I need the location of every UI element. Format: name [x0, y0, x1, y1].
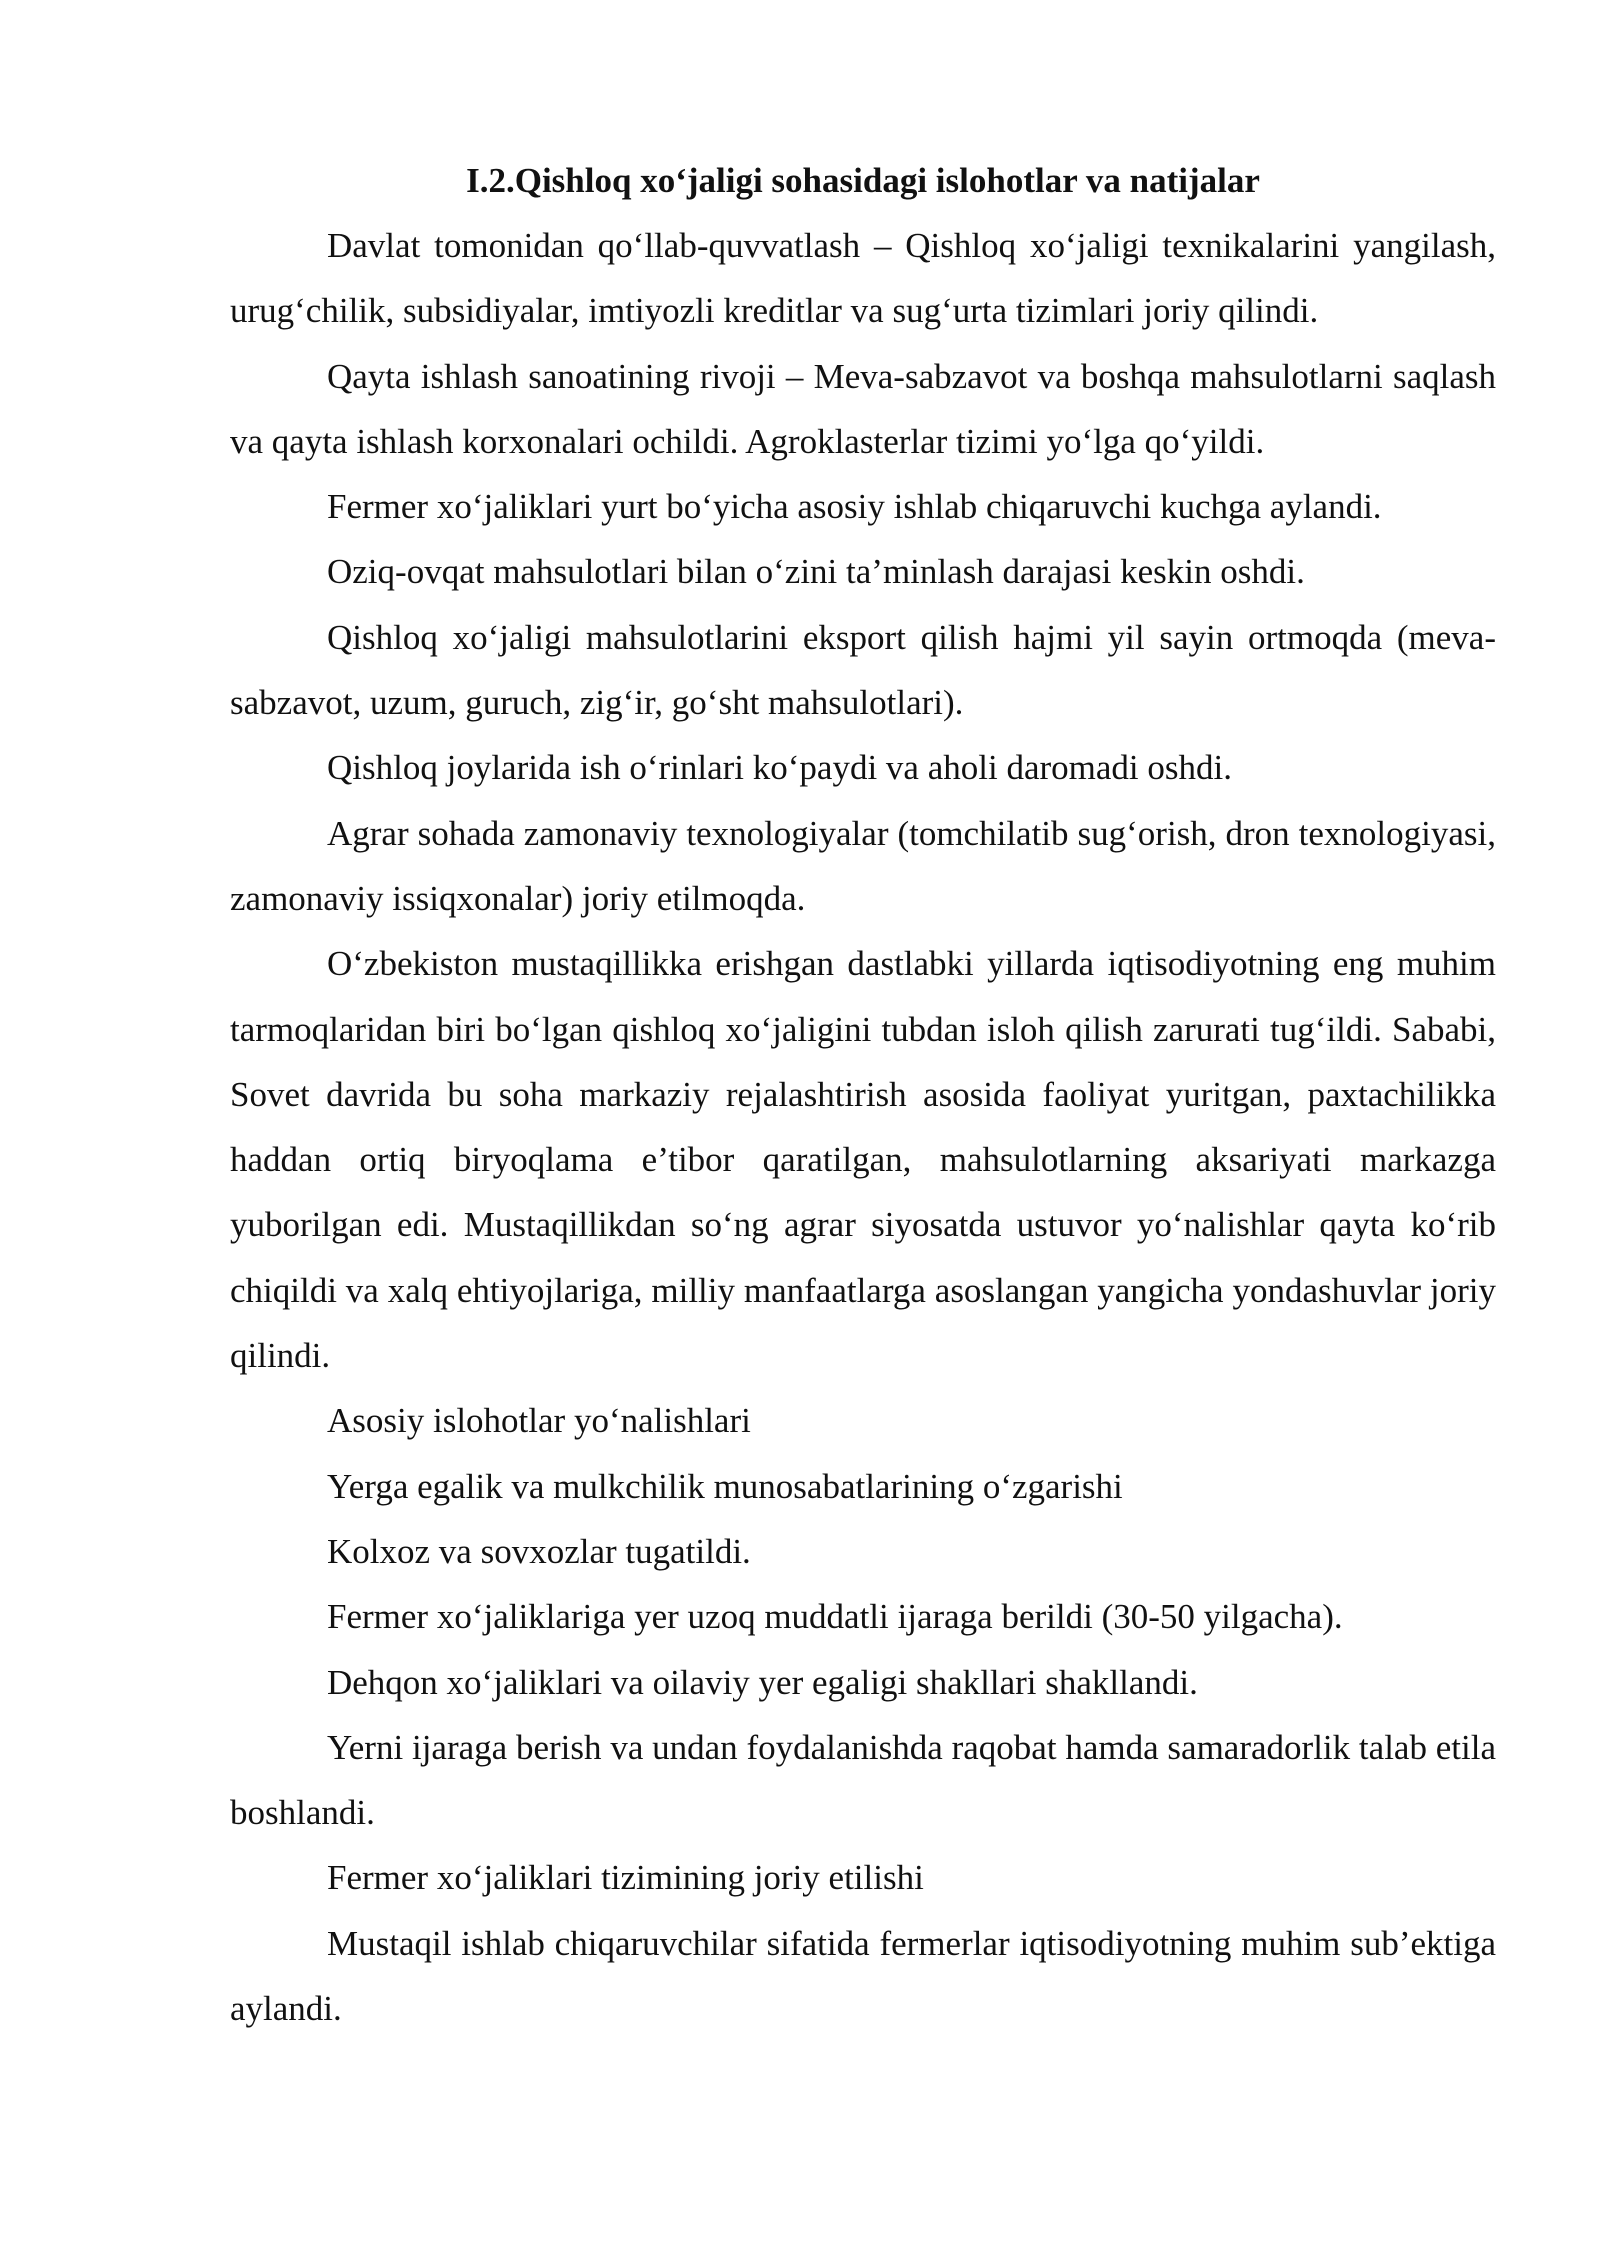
paragraph-main-directions: Asosiy islohotlar yo‘nalishlari — [327, 1401, 751, 1441]
paragraph-export-growth: Qishloq xo‘jaligi mahsulotlarini eksport qilish hajmi yil sayin ortmoqda (meva-sabzavot, uzum, guruch, zig‘ir, go‘sht mahsulotlari). — [230, 617, 1496, 723]
paragraph-modern-technologies: Agrar sohada zamonaviy texnologiyalar (tomchilatib sug‘orish, dron texnologiyasi, zamonaviy issiqxonalar) joriy etilmoqda. — [230, 813, 1496, 918]
paragraph-independence-reform: O‘zbekiston mustaqillikka erishgan dastlabki yillarda iqtisodiyotning eng muhim tarmoqlaridan biri bo‘lgan qishloq xo‘jaligini tubdan isloh qilish zarurati tug‘ildi. Sababi, Sovet davrida bu soha markaziy rejalashtirish asosida faoliyat yuritgan, paxtachilikka haddan ortiq biryoqlama e’tibor qaratilgan, mahsulotlarning aksariyati markazga yuborilgan edi. Mustaqillikdan so‘ng agrar siyosatda ustuvor yo‘nalishlar qayta ko‘rib chiqildi va xalq ehtiyojlariga, milliy manfaatlarga asoslangan yangicha yondashuvlar joriy qilindi. — [230, 944, 1496, 1376]
paragraph-food-self-sufficiency: Oziq-ovqat mahsulotlari bilan o‘zini ta’minlash darajasi keskin oshdi. — [327, 552, 1305, 592]
paragraph-rural-jobs: Qishloq joylarida ish o‘rinlari ko‘paydi va aholi daromadi oshdi. — [327, 748, 1232, 788]
paragraph-land-lease-competition: Yerni ijaraga berish va undan foydalanishda raqobat hamda samaradorlik talab etila boshlandi. — [230, 1727, 1496, 1833]
paragraph-independent-producers: Mustaqil ishlab chiqaruvchilar sifatida fermerlar iqtisodiyotning muhim sub’ektiga aylandi. — [230, 1923, 1496, 2029]
paragraph-farmers-main-force: Fermer xo‘jaliklari yurt bo‘yicha asosiy ishlab chiqaruvchi kuchga aylandi. — [327, 487, 1382, 527]
paragraph-kolkhoz-abolished: Kolxoz va sovxozlar tugatildi. — [327, 1531, 751, 1571]
paragraph-long-term-lease: Fermer xo‘jaliklariga yer uzoq muddatli ijaraga berildi (30-50 yilgacha). — [327, 1597, 1343, 1637]
paragraph-state-support: Davlat tomonidan qo‘llab-quvvatlash – Qishloq xo‘jaligi texnikalarini yangilash, urug‘chilik, subsidiyalar, imtiyozli kreditlar va sug‘urta tizimlari joriy qilindi. — [230, 226, 1496, 331]
document-page — [230, 148, 1496, 2041]
paragraph-dehqon-farms: Dehqon xo‘jaliklari va oilaviy yer egaligi shakllari shakllandi. — [327, 1662, 1198, 1702]
paragraph-processing-industry: Qayta ishlash sanoatining rivoji – Meva-sabzavot va boshqa mahsulotlarni saqlash va qayta ishlash korxonalari ochildi. Agroklasterlar tizimi yo‘lga qo‘yildi. — [230, 356, 1496, 461]
paragraph-land-ownership: Yerga egalik va mulkchilik munosabatlarining o‘zgarishi — [327, 1466, 1123, 1506]
paragraph-farmer-system: Fermer xo‘jaliklari tizimining joriy etilishi — [327, 1858, 924, 1898]
section-heading: I.2.Qishloq xo‘jaligi sohasidagi islohotlar va natijalar — [466, 161, 1260, 200]
